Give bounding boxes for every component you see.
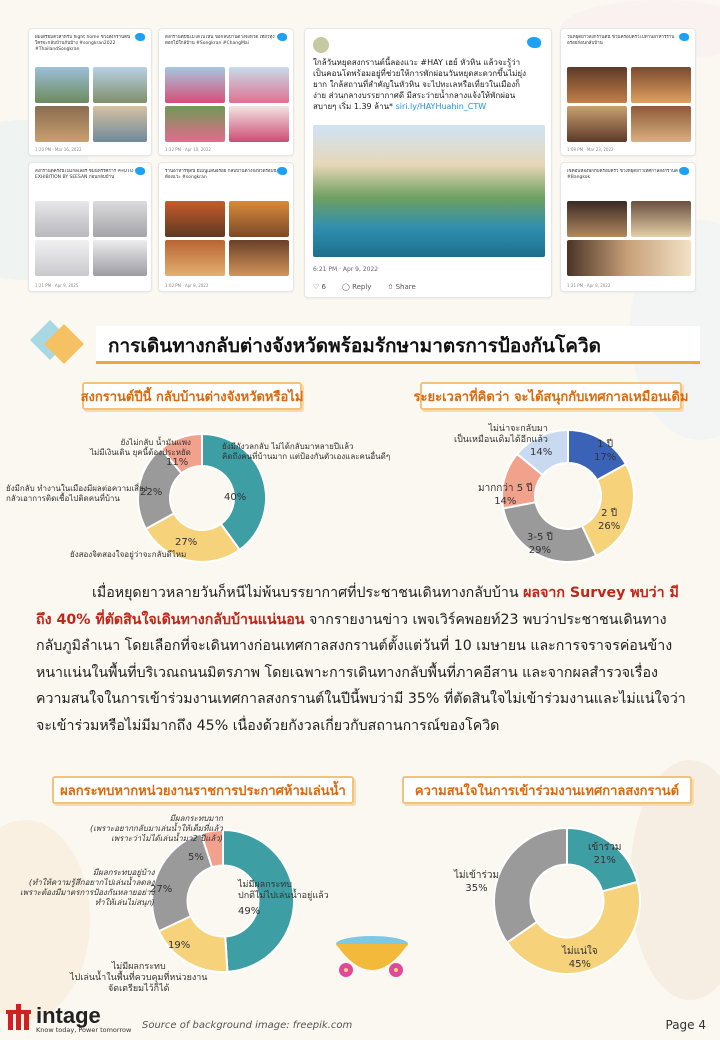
tweet-actions [313,283,416,291]
tweet-text: เช็คอินห้องพักกับครอบครัว ช่วงหยุดยาวเทศกาลสงกรานต์ #Bangkok [567,169,678,180]
chart-value: 14% [530,447,553,458]
chart-title: สงกรานต์ปีนี้ กลับบ้านต่างจังหวัดหรือไม่ [82,382,302,410]
tweet-photo [165,106,225,142]
section-title-box [96,326,700,364]
tweet-card[interactable] [158,28,294,156]
chart-value: เข้าร่วม 21% [588,842,622,866]
tweet-photo [93,201,147,237]
highlight-text: ผลจาก Survey พบว่า มีถึง 40% ที่ตัดสินใจเดินทางกลับบ้านแน่นอน [36,585,679,628]
chart-value: 3-5 ปี 29% [527,532,553,556]
chart-value: 27% [150,884,173,895]
twitter-bird-icon [277,33,287,41]
tweet-photo [165,240,225,276]
chart-title: ระยะเวลาที่คิดว่า จะได้สนุกกับเทศกาลเหมือนเดิม [420,382,682,410]
chart-label: ยังสองจิตสองใจอยู่ว่าจะกลับดีไหม [70,550,187,559]
chart-value: 11% [166,457,189,468]
twitter-bird-icon [679,167,689,175]
tweet-photo [93,240,147,276]
chart-label: ไม่มีผลกระทบ ไปเล่นน้ำในพื้นที่ควบคุมที่หน่วยงาน จัดเตรียมไว้ก็ได้ [70,962,208,994]
twitter-bird-icon [135,33,145,41]
chart-value: 5% [188,852,204,863]
twitter-bird-icon [527,37,541,48]
chart-label: มีผลกระทบอยู่บ้าง (ทำให้ความรู้สึกอยากไปเล่นน้ำลดลง เพราะต้องมีมาตรการป้องกันหลายอย่าง ทำให้เล่นไม่สนุก) [20,868,155,907]
tweet-photo [567,67,627,103]
tweet-date: 1:02 PM · Apr 8, 2022 [165,283,209,288]
reply-icon: ◯ [341,283,350,291]
tweet-photo [35,240,89,276]
chart-title: ผลกระทบหากหน่วยงานราชการประกาศห้ามเล่นน้ำ [52,776,354,804]
tweet-card[interactable] [158,162,294,292]
tweet-card[interactable] [560,162,696,292]
chart-value: 40% [224,492,247,503]
tweet-photo [631,201,691,237]
tweet-photo [631,106,691,142]
page-number: Page 4 [665,1018,706,1032]
chart-value: 49% [238,906,261,917]
tweet-text: ผมเตรียมตัวสำหรับ flight home ช่วงสงกรานต์นี้ ใครจะกลับบ้านกันบ้าง #songkran2022 #ThailandSongkran [35,35,131,52]
chart-value: 2 ปี 26% [598,508,621,532]
chart-value: 27% [175,537,198,548]
tweet-date: 6:21 PM · Apr 9, 2022 [313,266,379,273]
section-title: การเดินทางกลับต่างจังหวัดพร้อมรักษามาตรการป้องกันโควิด [108,335,601,357]
chart-label: ยังไม่กลับ น้ำมันแพง ไม่มีเงินเดิน ยุคนี้ต้องประหยัด [90,438,191,457]
chart-label: มีผลกระทบมาก (เพราะอยากกลับมาเล่นน้ำให้เต็มที่แล้ว เพราะว่าไม่ได้เล่นน้ำมา2 ปีแล้ว) [90,814,223,843]
twitter-bird-icon [679,33,689,41]
tweet-photo [35,201,89,237]
intage-logo: intage Know today, Power tomorrow [6,1000,136,1034]
tweet-date: 1:21 PM · Apr 9, 2025 [35,283,79,288]
chart-value: ไม่เข้าร่วม 35% [454,870,500,894]
avatar [313,37,329,53]
heart-icon: ♡ [313,283,320,291]
tweet-photo [567,201,627,237]
chart-label: ไม่น่าจะกลับมา เป็นเหมือนเดิมได้อีกแล้ว [454,424,548,445]
chart-label: ยังมีกังวลกลับ ไม่ได้กลับมาหลายปีแล้ว คิดถึงคนที่บ้านมาก แต่ป้องกันตัวเองและคนอื่นดีๆ [222,442,391,461]
chart-label: ยังมีกลับ ทำงานในเมืองมีผลต่อความเสี่ยง กลัวเอาการติดเชื้อไปติดคนที่บ้าน [6,484,148,503]
donut-slice [152,833,212,931]
tweet-text: ใกล้วันหยุดสงกรานต์นี้ลองแวะ #HAY เฮย์ หัวหิน แล้วจะรู้ว่าเป็นคอนโดพร้อมอยู่ที่ช่วยให้การพักผ่อนวันหยุดสะดวกขึ้นไม่ยุ่งยาก ใกล้สถานที่สำคัญในหัวหิน จะไปทะเลหรือเที่ยวในเมืองก็ง่าย ส่วนกลางบรรยากาศดี มีสระว่ายน้ำกลางแจ้งให้พักผ่อนสบายๆ เริ่ม 1.39 ล้าน* siri.ly/HAYHuahin_CTW [313,58,526,111]
tweet-photo [93,106,147,142]
tweet-photo [631,67,691,103]
twitter-bird-icon [135,167,145,175]
like-button[interactable]: ♡ 6 [313,283,326,291]
share-icon: ⇧ [387,283,394,291]
chart-title: ความสนใจในการเข้าร่วมงานเทศกาลสงกรานต์ [402,776,692,804]
tweet-photo [165,201,225,237]
donut-slice [494,828,567,943]
water-bowl-illustration [324,926,420,986]
tweet-photo [35,106,89,142]
tweet-photo [229,201,289,237]
reply-button[interactable]: ◯ Reply [341,283,372,291]
section-header [30,316,700,372]
tweet-card[interactable] [560,28,696,156]
tweet-photo-hotel-pool [313,125,545,257]
twitter-bird-icon [277,167,287,175]
tweet-date: 1:31 PM · Apr 9, 2022 [567,283,611,288]
chart-value: 22% [140,487,163,498]
tweet-text: วันหยุดยาวสงกรานต์นี้ ชวนครอบครัวไปทานอาหารร้านอร่อยก่อนกลับบ้าน [567,35,675,46]
tweet-card[interactable] [28,28,152,156]
tweet-date: 1:32 PM · Apr 10, 2022 [165,147,211,152]
share-button[interactable]: ⇧ Share [387,283,416,291]
tweet-photo [165,67,225,103]
tweet-text: สงกรานต์ครั้งนี้ไปแกลเลอรี่ ชมนิทรรศการ PHOTO EXHIBITION BY SEESAN ก่อนกลับบ้าน [35,169,134,180]
body-paragraph: เมื่อหยุดยาวหลายวันก็หนีไม่พ้นบรรยากาศที่ประชาชนเดินทางกลับบ้าน ผลจาก Survey พบว่า มีถึง 40% ที่ตัดสินใจเดินทางกลับบ้านแน่นอน จากรายงานข่าว เพจเวิร์คพอยท์23 พบว่าประชาชนเดินทางกลับภูมิลำเนา โดยเลือกที่จะเดินทางก่อนเทศกาลสงกรานต์ตั้งแต่วันที่ 10 เมษายน และการจราจรค่อนข้างหนาแน่นในพื้นที่บริเวณถนนมิตรภาพ โดยเฉพาะการเดินทางกลับพื้นที่ภาคอีสาน และจากผลสำรวจเรื่อง ความสนใจในการเข้าร่วมงานเทศกาลสงกรานต์ในปีนี้พบว่ามี 35% ที่ตัดสินใจไม่เข้าร่วมงานและไม่แน่ใจว่าจะเข้าร่วมหรือไม่มีมากถึง 45% เนื่องด้วยกังวลเกี่ยวกับสถานการณ์ของโควิด [36,585,686,734]
tweet-photo [567,106,627,142]
header-diamond-icon [30,316,86,372]
tweet-photo [229,106,289,142]
chart-value: ไม่แน่ใจ 45% [562,946,598,970]
tweet-collage [28,28,696,298]
tweet-photo [567,240,691,276]
tweet-photo [229,67,289,103]
chart-label: ไม่มีผลกระทบ ปกติไม่ไปเล่นน้ำอยู่แล้ว [238,880,329,901]
tweet-photo [229,240,289,276]
tweet-card-featured[interactable] [304,28,552,298]
image-source-note: Source of background image: freepik.com [142,1020,353,1031]
tweet-text: ร้านอาหารชุดนี้ มีเมนูแสนอร่อย กลับบ้านต่างจังหวัดรอบนี้ต้องแวะ #songkran [165,169,277,180]
tweet-photo [35,67,89,103]
chart-value: มากกว่า 5 ปี 14% [478,483,533,507]
tweet-card[interactable] [28,162,152,292]
tweet-text: สงกรานต์ปีนี้ไม่ได้ไปไหน ขอกลับบ้านต่างจังหวัด เที่ยวทุ่งดอกไม้ใกล้บ้าน #Songkran #ChangMai [165,35,275,46]
tweet-date: 1:20 PM · Mar 16, 2022 [35,147,82,152]
tweet-photo [93,67,147,103]
chart-value: 19% [168,940,191,951]
chart-value: 1 ปี 17% [594,439,617,463]
tweet-date: 1:09 PM · Mar 23, 2022 [567,147,614,152]
intage-mark-icon [6,1002,32,1032]
